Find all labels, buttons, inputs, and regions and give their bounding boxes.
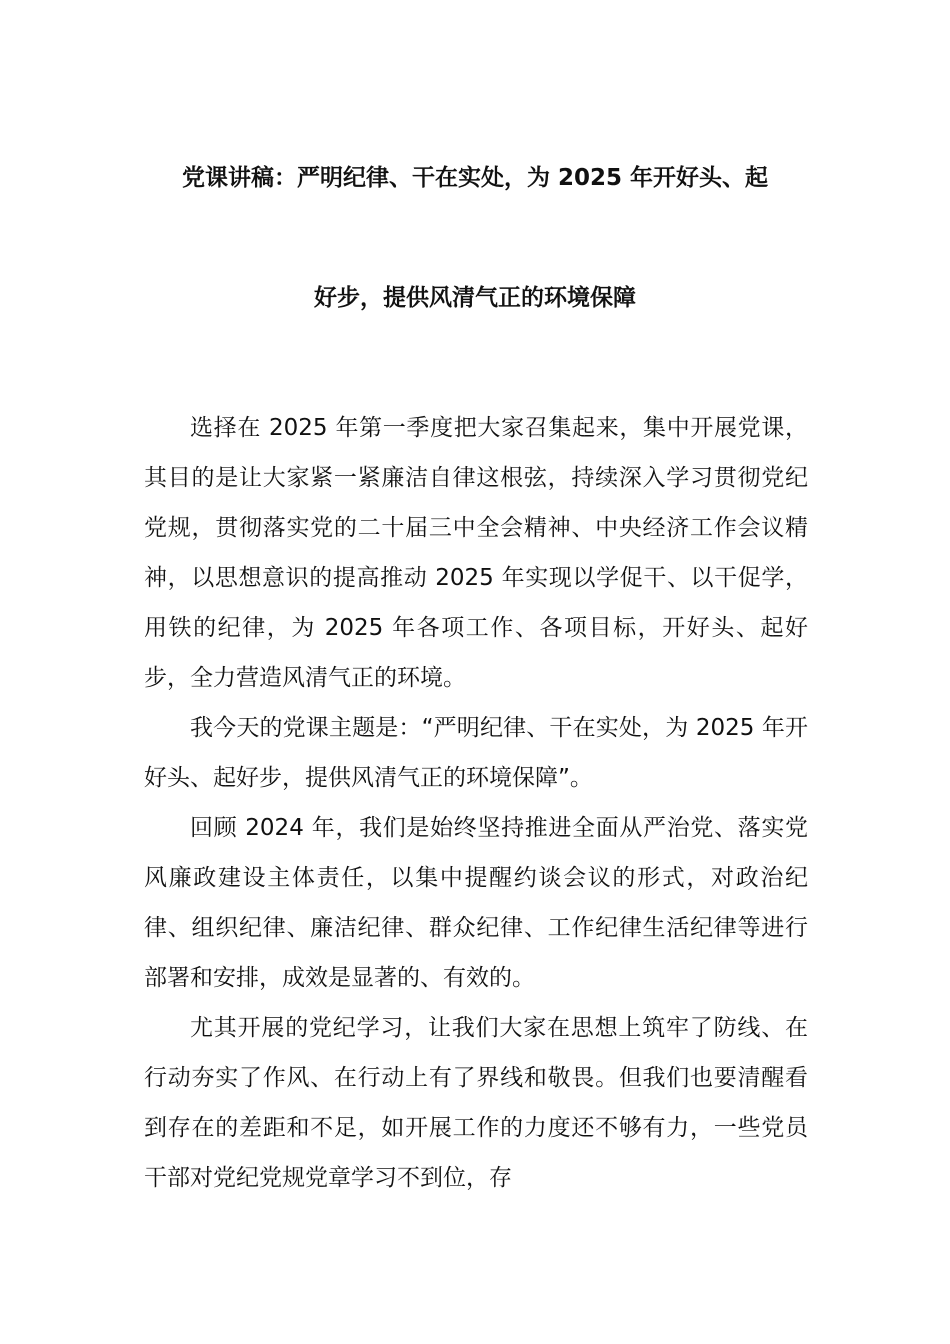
document-title-line-1: 党课讲稿：严明纪律、干在实处，为 2025 年开好头、起	[181, 165, 769, 191]
paragraph-1: 选择在 2025 年第一季度把大家召集起来，集中开展党课，其目的是让大家紧一紧廉洁自律这根弦，持续深入学习贯彻党纪党规，贯彻落实党的二十届三中全会精神、中央经济工作会议精神，以思想意识的提高推动 2025 年实现以学促干、以干促学，用铁的纪律，为 2025 年各项工作、各项目标，开好头、起好步，全力营造风清气正的环境。	[144, 415, 808, 691]
paragraph-4: 尤其开展的党纪学习，让我们大家在思想上筑牢了防线、在行动夯实了作风、在行动上有了界线和敬畏。但我们也要清醒看到存在的差距和不足，如开展工作的力度还不够有力，一些党员干部对党纪党规党章学习不到位，存	[144, 1015, 808, 1191]
paragraph-3: 回顾 2024 年，我们是始终坚持推进全面从严治党、落实党风廉政建设主体责任，以集中提醒约谈会议的形式，对政治纪律、组织纪律、廉洁纪律、群众纪律、工作纪律生活纪律等进行部署和安排，成效是显著的、有效的。	[144, 815, 808, 991]
document-title-line-2: 好步，提供风清气正的环境保障	[314, 285, 636, 311]
paragraph-2: 我今天的党课主题是：“严明纪律、干在实处，为 2025 年开好头、起好步，提供风清气正的环境保障”。	[144, 715, 808, 791]
document-body	[144, 403, 808, 1203]
